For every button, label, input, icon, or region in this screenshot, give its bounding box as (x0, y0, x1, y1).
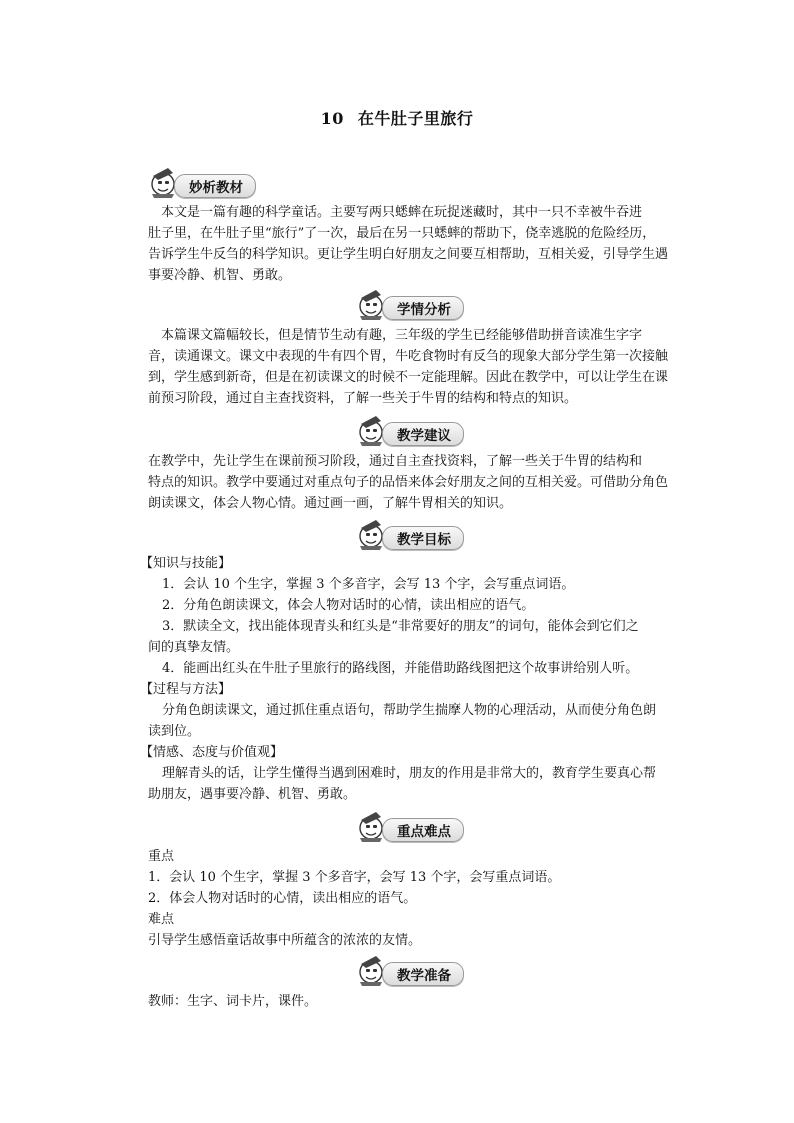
text-line: 助朋友，遇事要冷静、机智、勇敢。 (148, 787, 357, 802)
text-line: 引导学生感悟童话故事中所蕴含的浓浓的友情。 (148, 933, 422, 948)
lesson-number: 10 (320, 109, 344, 128)
text-line-content: 在教学中，先让学生在课前预习阶段，通过自主查找资料，了解一些关于牛胃的结构和 (148, 454, 643, 469)
section-heading-preparation (354, 956, 464, 986)
text-line: 分角色朗读课文，通过抓住重点语句，帮助学生揣摩人物的心理活动，从而使分角色朗 (162, 703, 657, 718)
text-line: 特点的知识。教学中要通过对重点句子的品悟来体会好朋友之间的互相关爱。可借助分角色 (148, 475, 669, 490)
section-badge: 妙析教材 (174, 174, 256, 198)
text-line: 1．会认 10 个生字，掌握 3 个多音字，会写 13 个字，会写重点词语。 (148, 870, 561, 885)
text-line: 间的真挚友情。 (148, 640, 240, 655)
section-heading-key-points (354, 812, 464, 842)
text-line: 事要冷静、机智、勇敢。 (148, 268, 292, 283)
text-line: 朗读课文，体会人物心情。通过画一画，了解牛胃相关的知识。 (148, 496, 513, 511)
section-badge: 教学建议 (382, 422, 464, 446)
section-badge: 学情分析 (382, 296, 464, 320)
text-line: 3．默读全文，找出能体现青头和红头是“非常要好的朋友”的词句，能体会到它们之 (162, 619, 639, 634)
text-line: 本文是一篇有趣的科学童话。主要写两只蟋蟀在玩捉迷藏时，其中一只不幸被牛吞进 (148, 205, 643, 220)
text-line: 本篇课文篇幅较长，但是情节生动有趣，三年级的学生已经能够借助拼音读准生字字 (148, 328, 643, 343)
page-title (0, 106, 794, 129)
text-line: 告诉学生牛反刍的科学知识。更让学生明白好朋友之间要互相帮助，互相关爱，引导学生遇 (148, 247, 669, 262)
text-line: 难点 (148, 912, 175, 927)
text-line: 肚子里，在牛肚子里“旅行”了一次，最后在另一只蟋蟀的帮助下，侥幸逃脱的危险经历， (148, 226, 656, 241)
section-badge: 重点难点 (382, 818, 464, 842)
section-heading-learner (354, 290, 464, 320)
text-line: 重点 (148, 849, 175, 864)
text-line: 4．能画出红头在牛肚子里旅行的路线图，并能借助路线图把这个故事讲给别人听。 (162, 661, 639, 676)
text-line (148, 451, 676, 472)
section-badge: 教学准备 (382, 962, 464, 986)
section-heading-objectives (354, 520, 464, 550)
text-line: 【知识与技能】 (140, 556, 232, 571)
text-line: 【过程与方法】 (140, 682, 232, 697)
text-line: 音，读通课文。课文中表现的牛有四个胃，牛吃食物时有反刍的现象大部分学生第一次接触 (148, 349, 669, 364)
section-badge: 教学目标 (382, 526, 464, 550)
text-line: 【情感、态度与价值观】 (140, 745, 284, 760)
section-heading-analysis (146, 168, 256, 198)
text-line: 读到位。 (148, 724, 201, 739)
text-line: 2．分角色朗读课文，体会人物对话时的心情，读出相应的语气。 (162, 598, 535, 613)
text-line: 前预习阶段，通过自主查找资料，了解一些关于牛胃的结构和特点的知识。 (148, 391, 578, 406)
text-line: 到，学生感到新奇，但是在初读课文的时候不一定能理解。因此在教学中，可以让学生在课 (148, 370, 669, 385)
text-line: 理解青头的话，让学生懂得当遇到困难时，朋友的作用是非常大的，教育学生要真心帮 (162, 766, 657, 781)
text-line: 教师：生字、词卡片，课件。 (148, 994, 318, 1009)
text-line: 1．会认 10 个生字，掌握 3 个多音字，会写 13 个字，会写重点词语。 (162, 577, 575, 592)
text-line: 2．体会人物对话时的心情，读出相应的语气。 (148, 891, 417, 906)
section-heading-suggestions (354, 416, 464, 446)
lesson-title: 在牛肚子里旅行 (357, 109, 474, 128)
